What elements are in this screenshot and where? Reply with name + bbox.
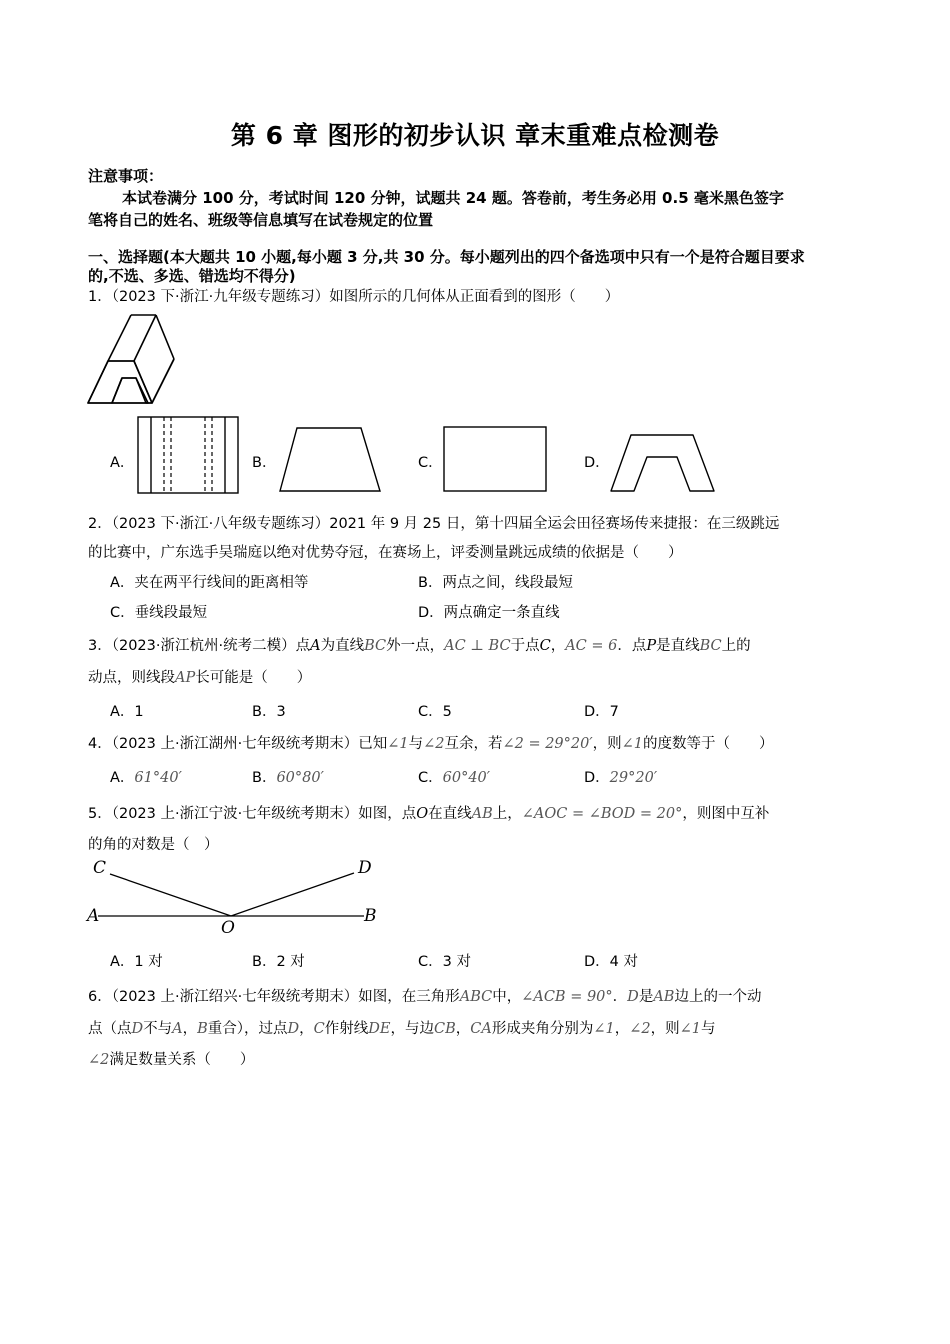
text: 点（点: [88, 1021, 132, 1037]
math-var: AB: [653, 989, 675, 1005]
text: 形成夹角分别为: [491, 1021, 594, 1037]
q5-label-b: B: [364, 906, 377, 926]
question-6-line-1: [88, 985, 761, 1006]
text: 在直线: [428, 806, 472, 822]
math-var: C: [539, 638, 551, 654]
question-source: （2023 上·浙江宁波·七年级统考期末）: [111, 806, 359, 822]
text: 如图，在三角形: [358, 989, 460, 1005]
question-number: 2．: [88, 516, 112, 532]
question-2-line-1: [88, 512, 779, 533]
q5-label-a: A: [87, 906, 100, 926]
q3-option-d[interactable]: D．7: [584, 704, 619, 720]
option-value: 29°20′: [609, 770, 658, 786]
text: ，: [182, 1021, 198, 1037]
math-var: O: [416, 806, 429, 822]
question-text: 如图所示的几何体从正面看到的图形（ ）: [329, 289, 620, 305]
text: 互余，若: [444, 736, 503, 752]
text: 不与: [143, 1021, 173, 1037]
text: ，则: [650, 1021, 680, 1037]
math-var: P: [646, 638, 657, 654]
question-2-line-2: 的比赛中，广东选手吴瑞庭以绝对优势夺冠，在赛场上，评委测量跳远成绩的依据是（ ）: [88, 545, 683, 561]
text: 点: [295, 638, 311, 654]
question-source: （2023 下·浙江·九年级专题练习）: [111, 289, 330, 305]
q1-option-a-figure: [137, 416, 239, 494]
math-expr: AC = 6: [565, 638, 618, 654]
q5-label-o: O: [221, 918, 235, 938]
question-6-line-2: [88, 1017, 715, 1038]
math-var: ∠2: [629, 1021, 651, 1037]
math-var: ∠1: [679, 1021, 701, 1037]
q4-option-b[interactable]: [252, 766, 324, 787]
q5-option-a[interactable]: A．1 对: [110, 954, 163, 970]
text: 满足数量关系（ ）: [109, 1052, 255, 1068]
text: 已知: [358, 736, 388, 752]
math-expr: ∠2 = 29°20′: [502, 736, 593, 752]
q3-option-b[interactable]: B．3: [252, 704, 286, 720]
question-4-stem: [88, 732, 774, 753]
question-text: 2021 年 9 月 25 日，第十四届全运会田径赛场传来捷报：在三级跳远: [329, 516, 780, 532]
math-expr: AC ⊥ BC: [444, 638, 511, 654]
notice-heading: 注意事项：: [88, 167, 164, 185]
math-var: ∠1: [387, 736, 409, 752]
math-expr: ∠ACB = 90°: [521, 989, 613, 1005]
math-var: ∠2: [423, 736, 445, 752]
question-source: （2023 上·浙江湖州·七年级统考期末）: [111, 736, 359, 752]
q4-option-a[interactable]: [110, 766, 182, 787]
math-var: D: [131, 1021, 144, 1037]
option-value: 60°40′: [442, 770, 491, 786]
math-var: ∠1: [593, 1021, 615, 1037]
math-var: A: [310, 638, 321, 654]
text: 是直线: [656, 638, 700, 654]
math-var: AB: [471, 806, 493, 822]
math-var: CA: [470, 1021, 492, 1037]
q2-option-d[interactable]: D．两点确定一条直线: [418, 605, 560, 621]
math-var: CB: [434, 1021, 456, 1037]
text: 为直线: [320, 638, 365, 654]
page-title: 第 6 章 图形的初步认识 章末重难点检测卷: [230, 121, 720, 150]
option-value: 61°40′: [134, 770, 182, 786]
text: 中，: [492, 989, 522, 1005]
text: 动点，则线段: [88, 670, 175, 686]
math-var: D: [627, 989, 639, 1005]
math-var: B: [197, 1021, 208, 1037]
notice-line-2: 笔将自己的姓名、班级等信息填写在试卷规定的位置: [88, 211, 434, 229]
math-var: DE: [368, 1021, 391, 1037]
question-number: 3．: [88, 638, 112, 654]
text: 是: [638, 989, 654, 1005]
q1-option-d-figure: [610, 433, 716, 493]
question-5-line-1: [88, 802, 769, 823]
text: 上的: [721, 638, 751, 654]
q2-option-b[interactable]: B．两点之间，线段最短: [418, 575, 573, 591]
text: ，与边: [390, 1021, 434, 1037]
text: 如图，点: [358, 806, 417, 822]
q5-option-b[interactable]: B．2 对: [252, 954, 305, 970]
option-label: C．: [418, 770, 443, 786]
math-var: D: [287, 1021, 300, 1037]
text: 重合），过点: [207, 1021, 288, 1037]
q5-label-c: C: [93, 858, 107, 878]
q1-option-d[interactable]: D．: [584, 455, 610, 471]
text: 与: [408, 736, 424, 752]
option-label: D．: [584, 770, 610, 786]
question-number: 5．: [88, 806, 112, 822]
q3-option-a[interactable]: A．1: [110, 704, 144, 720]
q2-option-a[interactable]: A．夹在两平行线间的距离相等: [110, 575, 309, 591]
text: 上，: [492, 806, 522, 822]
text: ，: [455, 1021, 471, 1037]
text: 外一点，: [386, 638, 445, 654]
question-1-stem: [88, 285, 619, 306]
q4-option-c[interactable]: [418, 766, 490, 787]
q1-option-c-rectangle: [443, 426, 547, 492]
section-header-line-1: 一、选择题(本大题共 10 小题,每小题 3 分,共 30 分。每小题列出的四个备选项中只有一个是符合题目要求: [88, 248, 805, 266]
question-number: 6．: [88, 989, 112, 1005]
notice-line-1: 本试卷满分 100 分，考试时间 120 分钟，试题共 24 题。答卷前，考生务必用 0.5 毫米黑色签字: [122, 189, 784, 207]
q5-option-c[interactable]: C．3 对: [418, 954, 471, 970]
q2-option-c[interactable]: C．垂线段最短: [110, 605, 208, 621]
option-label: A．: [110, 770, 135, 786]
text: ，: [299, 1021, 314, 1037]
option-label: B．: [252, 770, 277, 786]
text: 作射线: [324, 1021, 369, 1037]
math-var: C: [313, 1021, 325, 1037]
option-value: 60°80′: [276, 770, 324, 786]
question-3-line-2: [88, 666, 311, 687]
text: ，则图中互补: [682, 806, 770, 822]
q5-label-d: D: [358, 858, 372, 878]
text: 与: [700, 1021, 716, 1037]
text: ．: [612, 989, 628, 1005]
math-var: ∠1: [621, 736, 644, 752]
math-var: ∠2: [88, 1052, 110, 1068]
question-6-line-3: [88, 1048, 254, 1069]
math-var: ABC: [459, 989, 493, 1005]
question-source: （2023 上·浙江绍兴·七年级统考期末）: [111, 989, 359, 1005]
text: 于点: [510, 638, 540, 654]
text: 的度数等于（ ）: [643, 736, 774, 752]
question-number: 4．: [88, 736, 112, 752]
text: ．点: [617, 638, 647, 654]
question-5-line-2: 的角的对数是（ ）: [88, 837, 219, 853]
section-header-line-2: 的,不选、多选、错选均不得分): [88, 267, 296, 285]
text: 边上的一个动: [674, 989, 762, 1005]
q5-option-d[interactable]: D．4 对: [584, 954, 638, 970]
math-expr: ∠AOC = ∠BOD = 20°: [521, 806, 683, 822]
text: 长可能是（ ）: [195, 670, 312, 686]
q4-option-d[interactable]: [584, 766, 657, 787]
q1-solid-figure: [88, 313, 200, 405]
text: ，: [550, 638, 566, 654]
q1-option-b[interactable]: B．: [252, 455, 277, 471]
math-var: BC: [364, 638, 387, 654]
math-var: BC: [699, 638, 722, 654]
q5-angle-figure: [88, 856, 388, 942]
math-var: A: [172, 1021, 183, 1037]
text: ，则: [592, 736, 622, 752]
question-3-line-1: [88, 634, 751, 655]
q1-option-b-trapezoid: [279, 427, 383, 493]
text: ，: [614, 1021, 630, 1037]
question-source: （2023·浙江杭州·统考二模）: [111, 638, 296, 654]
question-number: 1．: [88, 289, 112, 305]
q1-option-a[interactable]: A．: [110, 455, 135, 471]
question-source: （2023 下·浙江·八年级专题练习）: [111, 516, 330, 532]
q1-option-c[interactable]: C．: [418, 455, 443, 471]
q3-option-c[interactable]: C．5: [418, 704, 452, 720]
math-var: AP: [175, 670, 196, 686]
